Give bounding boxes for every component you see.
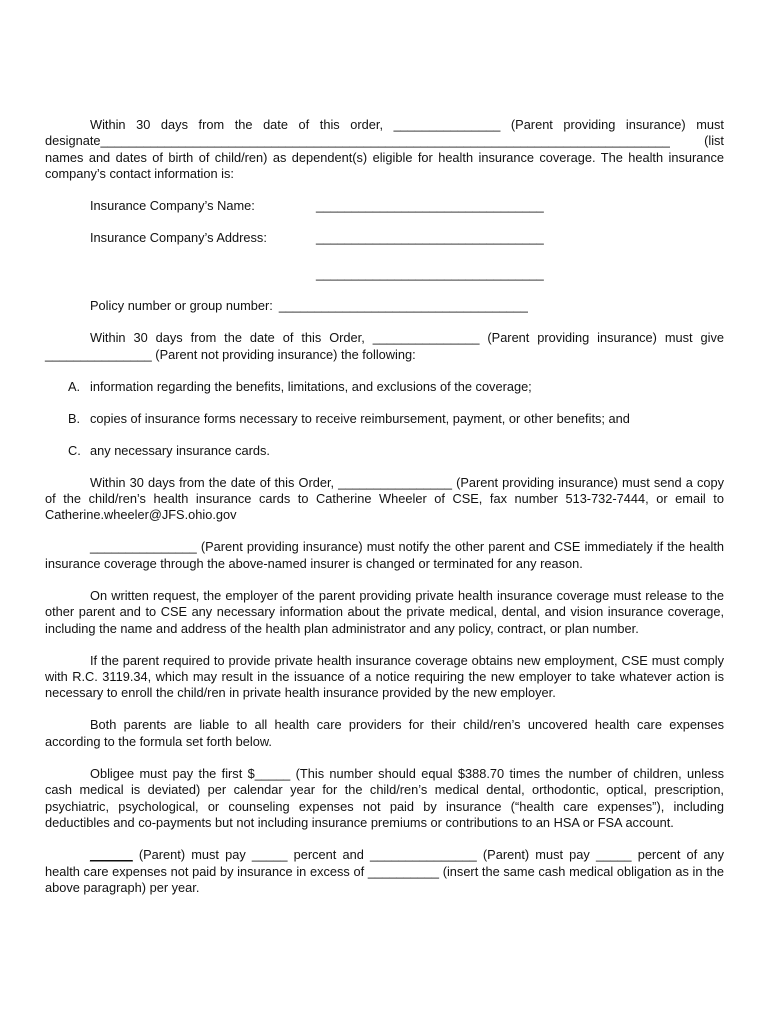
list-item [45, 443, 724, 459]
give-paragraph: Within 30 days from the date of this Order, _______________ (Parent providing insurance) must give _______________ (Parent not providing insurance) the following: [45, 330, 724, 362]
insurance-address-row [45, 230, 724, 246]
policy-number-blank: ___________________________________ [278, 298, 528, 314]
liability-paragraph: Both parents are liable to all health care providers for their child/ren’s uncovered health care expenses according to the formula set forth below. [45, 717, 724, 749]
notify-paragraph: _______________ (Parent providing insurance) must notify the other parent and CSE immediately if the health insurance coverage through the above-named insurer is changed or terminated for any reason. [45, 539, 724, 571]
list-item [45, 411, 724, 427]
new-employment-paragraph: If the parent required to provide private health insurance coverage obtains new employment, CSE must comply with R.C. 3119.34, which may result in the issuance of a notice requiring the new employer to take whatever action is necessary to enroll the child/ren in private health insurance provided by the new employer. [45, 652, 724, 701]
insurance-address-blank-2: ________________________________ [316, 266, 544, 282]
list-marker: B. [68, 410, 81, 426]
insurance-address-blank-1: ________________________________ [316, 230, 544, 246]
obligee-paragraph: Obligee must pay the first $_____ (This number should equal $388.70 times the number of children, unless cash medical is deviated) per calendar year for the child/ren’s medical dental, orthodontic, optical, prescription, psychiatric, psychological, or counseling expenses not paid by insurance (“health care expenses”), including deductibles and co-payments but not including insurance premiums or contributions to an HSA or FSA account. [45, 765, 724, 831]
policy-number-row [45, 298, 724, 314]
percentage-paragraph [45, 847, 724, 896]
list-item-text: copies of insurance forms necessary to receive reimbursement, payment, or other benefits; and [90, 410, 630, 426]
insurance-name-blank: ________________________________ [316, 198, 544, 214]
list-item-text: any necessary insurance cards. [90, 442, 270, 458]
designate-paragraph: Within 30 days from the date of this order, _______________ (Parent providing insurance) must designate________________________________________________________________________________ (list names and dates of birth of child/ren) as dependent(s) eligible for health insurance coverage. The health insurance company’s contact information is: [45, 117, 724, 182]
list-item [45, 379, 724, 395]
document-body [45, 117, 724, 896]
send-cards-paragraph: Within 30 days from the date of this Order, ________________ (Parent providing insurance) must send a copy of the child/ren’s health insurance cards to Catherine Wheeler of CSE, fax number 513-732-7444, or email to Catherine.wheeler@JFS.ohio.gov [45, 474, 724, 523]
list-item-text: information regarding the benefits, limitations, and exclusions of the coverage; [90, 378, 532, 394]
percentage-text: (Parent) must pay _____ percent and _______________ (Parent) must pay _____ percent of any health care expenses not paid by insurance in excess of __________ (insert the same cash medical obligation as in the above paragraph) per year. [45, 847, 724, 895]
insurance-name-row [45, 198, 724, 214]
list-marker: C. [68, 442, 81, 458]
insurance-name-label: Insurance Company’s Name: [90, 198, 255, 214]
insurance-address-row-2 [45, 266, 724, 282]
parent-blank: ______ [90, 847, 133, 863]
policy-number-label: Policy number or group number: [90, 298, 273, 314]
list-marker: A. [68, 378, 81, 394]
written-request-paragraph: On written request, the employer of the parent providing private health insurance coverage must release to the other parent and to CSE any necessary information about the private medical, dental, and vision insurance coverage, including the name and address of the health plan administrator and any policy, contract, or plan number. [45, 587, 724, 636]
insurance-address-label: Insurance Company’s Address: [90, 230, 267, 246]
